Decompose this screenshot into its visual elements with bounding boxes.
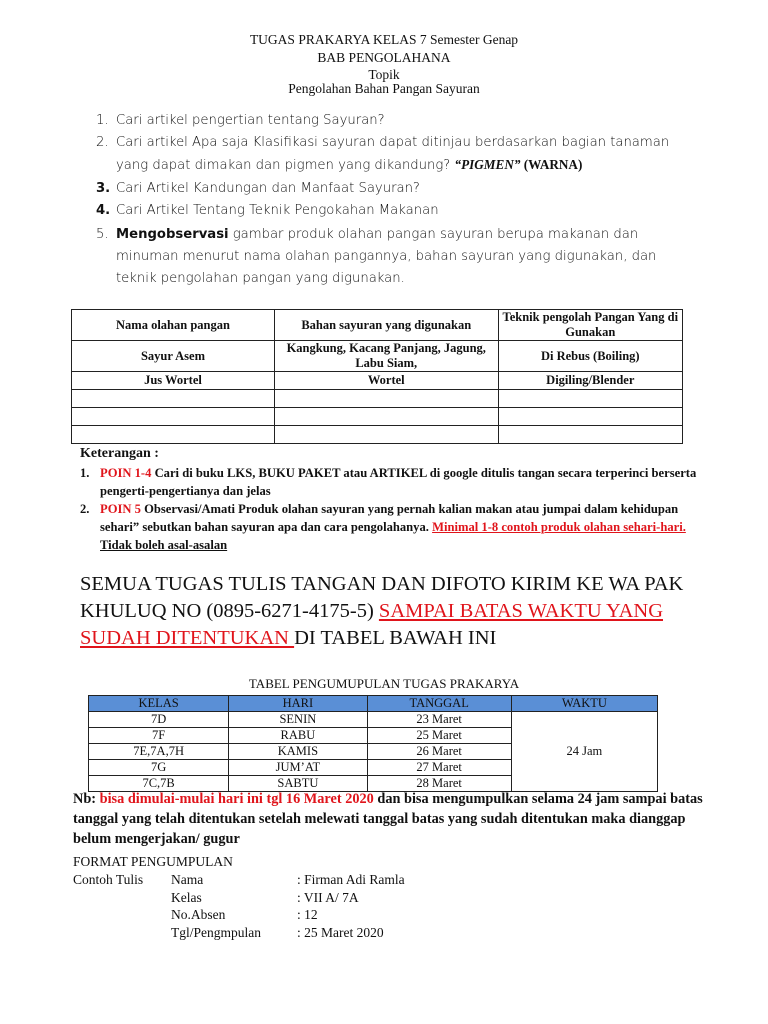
note-tail: Tidak boleh asal-asalan (100, 538, 228, 552)
format-value-nama: : Firman Adi Ramla (297, 872, 405, 887)
table-cell: Digiling/Blender (498, 372, 682, 390)
question-text: Cari Artikel Kandungan dan Manfaat Sayuran? (116, 181, 420, 196)
note-body: Observasi/Amati Produk olahan sayuran yang pernah kalian makan atau jumpai dalam kehidupan sehari” sebutkan bahan sayuran apa dan cara pengolahanya. (100, 502, 679, 534)
table-cell: 28 Maret (367, 776, 511, 792)
format-label-absen: No.Absen (171, 907, 226, 922)
question-number: 5. (96, 227, 109, 242)
format-value-absen: : 12 (297, 907, 318, 922)
table-cell (274, 426, 498, 444)
doc-chapter: BAB PENGOLAHANA (317, 50, 451, 65)
observation-table (71, 309, 683, 444)
table-row (72, 408, 683, 426)
table-cell (274, 408, 498, 426)
format-label-kelas: Kelas (171, 890, 202, 905)
column-header: TANGGAL (367, 696, 511, 712)
format-title: FORMAT PENGUMPULAN (73, 854, 233, 869)
table-cell: 27 Maret (367, 760, 511, 776)
table-row (89, 712, 658, 728)
table-cell (72, 408, 275, 426)
table-header-row (72, 310, 683, 341)
instruction-red: SAMPAI BATAS WAKTU YANG SUDAH DITENTUKAN (80, 600, 663, 649)
table-cell (498, 426, 682, 444)
table-row (72, 426, 683, 444)
doc-title: TUGAS PRAKARYA KELAS 7 Semester Genap (249, 32, 519, 47)
format-label-nama: Nama (171, 872, 204, 887)
question-text: Cari Artikel Tentang Teknik Pengokahan Makanan (116, 203, 439, 218)
collection-table (88, 695, 658, 792)
nb-note (73, 789, 713, 849)
note-body: Cari di buku LKS, BUKU PAKET atau ARTIKEL di google ditulis tangan secara terperinci berserta pengerti-pengertianya dan jelas (100, 466, 697, 498)
waktu-cell: 24 Jam (511, 712, 657, 792)
table-cell: 7C,7B (89, 776, 229, 792)
keterangan-item-2 (80, 500, 710, 554)
table-cell: 7E,7A,7H (89, 744, 229, 760)
nb-label: Nb: (73, 791, 100, 807)
table-row (72, 341, 683, 372)
collection-table-title: TABEL PENGUMUPULAN TUGAS PRAKARYA (248, 676, 520, 691)
note-red-minimum: Minimal 1-8 contoh produk olahan sehari-hari. (432, 520, 686, 534)
table-cell: 7F (89, 728, 229, 744)
question-bold-term: Mengobservasi (116, 227, 229, 242)
note-red-label: POIN 5 (100, 502, 141, 516)
note-number: 1. (80, 466, 90, 480)
table-cell: 7G (89, 760, 229, 776)
column-header: Nama olahan pangan (72, 310, 275, 341)
format-value-tgl: : 25 Maret 2020 (297, 925, 384, 940)
note-text (100, 500, 710, 554)
table-cell: 23 Maret (367, 712, 511, 728)
instruction-black: SEMUA TUGAS TULIS TANGAN DAN DIFOTO KIRIM KE WA PAK KHULUQ NO (0895-6271-4175-5) (80, 573, 684, 622)
table-cell: KAMIS (229, 744, 367, 760)
question-number: 2. (96, 135, 109, 150)
warna-term: (WARNA) (520, 157, 583, 172)
table-cell: Sayur Asem (72, 341, 275, 372)
doc-topic-label: Topik (368, 67, 400, 82)
column-header: Bahan sayuran yang digunakan (274, 310, 498, 341)
doc-topic: Pengolahan Bahan Pangan Sayuran (288, 81, 480, 96)
question-text-main: gambar produk olahan pangan sayuran berupa makanan dan minuman menurut nama olahan pangannya, bahan sayuran yang digunakan, dan teknik pengolahan pangan yang digunakan. (116, 227, 657, 286)
table-cell: SABTU (229, 776, 367, 792)
table-cell: SENIN (229, 712, 367, 728)
column-header: KELAS (89, 696, 229, 712)
nb-text: dan bisa mengumpulkan selama 24 jam sampai batas tanggal yang telah ditentukan setelah melewati tanggal batas yang sudah ditentukan maka dianggap belum mengerjakan/ gugur (73, 791, 703, 847)
question-text (116, 224, 696, 290)
table-cell (72, 426, 275, 444)
table-cell: Di Rebus (Boiling) (498, 341, 682, 372)
question-text (116, 132, 696, 177)
table-cell: Wortel (274, 372, 498, 390)
instruction-tail: DI TABEL BAWAH INI (294, 627, 497, 649)
question-text: Cari artikel pengertian tentang Sayuran? (116, 113, 385, 128)
table-cell: 7D (89, 712, 229, 728)
question-number: 3. (96, 181, 111, 196)
table-cell: Jus Wortel (72, 372, 275, 390)
format-value-kelas: : VII A/ 7A (297, 890, 359, 905)
question-text-main: Cari artikel Apa saja Klasifikasi sayuran dapat ditinjau berdasarkan bagian tanaman yang dapat dimakan dan pigmen yang dikandung? (116, 135, 670, 173)
keterangan-item-1 (80, 464, 710, 500)
table-row (72, 372, 683, 390)
table-row (72, 390, 683, 408)
table-cell (274, 390, 498, 408)
note-text (100, 464, 710, 500)
column-header: HARI (229, 696, 367, 712)
pigmen-term: “PIGMEN” (454, 157, 521, 172)
format-prefix: Contoh Tulis (73, 872, 144, 887)
table-cell (72, 390, 275, 408)
note-red-label: POIN 1-4 (100, 466, 152, 480)
table-header-row (89, 696, 658, 712)
question-number: 4. (96, 203, 111, 218)
keterangan-title: Keterangan : (80, 446, 159, 461)
table-cell (498, 390, 682, 408)
table-cell: JUM’AT (229, 760, 367, 776)
column-header: Teknik pengolah Pangan Yang di Gunakan (498, 310, 682, 341)
table-cell: Kangkung, Kacang Panjang, Jagung, Labu Siam, (274, 341, 498, 372)
note-number: 2. (80, 502, 90, 516)
format-label-tgl: Tgl/Pengmpulan (171, 925, 261, 940)
question-number: 1. (96, 113, 109, 128)
column-header: WAKTU (511, 696, 657, 712)
nb-start-date: bisa dimulai-mulai hari ini tgl 16 Maret 2020 (99, 791, 374, 807)
table-cell: RABU (229, 728, 367, 744)
table-cell: 26 Maret (367, 744, 511, 760)
table-cell (498, 408, 682, 426)
submission-instruction (80, 571, 720, 652)
table-cell: 25 Maret (367, 728, 511, 744)
